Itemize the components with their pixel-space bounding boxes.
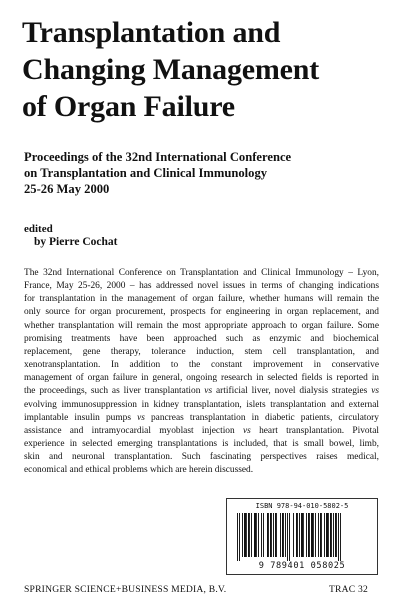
abstract-line: the proceedings, such as liver transplantation vs artificial liver, novel dialysis strategies vs: [24, 386, 379, 397]
barcode-bar: [270, 513, 272, 557]
book-subtitle-line: on Transplantation and Clinical Immunology: [24, 166, 268, 180]
barcode-bar: [239, 513, 240, 561]
barcode-bar: [330, 513, 332, 557]
abstract-line: promising treatments have been approached such as enzymic and biochemical: [24, 333, 379, 344]
barcode-bar: [335, 513, 337, 557]
barcode-bar: [287, 513, 288, 561]
barcode-bar: [315, 513, 316, 557]
barcode-bar: [306, 513, 307, 557]
abstract-line: skin and neuronal transplantation. Such fascinating perspectives raises medical,: [24, 452, 379, 463]
barcode-bar: [301, 513, 304, 557]
barcode-bar: [258, 513, 259, 557]
abstract-text: [24, 267, 379, 478]
abstract-line: The 32nd International Conference on Transplantation and Clinical Immunology – Lyon,: [24, 268, 379, 278]
barcode-bar: [333, 513, 334, 557]
barcode-digits: 9 789401 058025: [258, 561, 346, 571]
abstract-line: for transplantation in the management of organ failure, whether humans will remain the: [24, 294, 379, 305]
book-subtitle: [24, 149, 384, 197]
barcode-bar: [299, 513, 300, 557]
barcode-bar: [318, 513, 319, 557]
barcode-bar: [261, 513, 262, 557]
edited-label: edited: [24, 223, 53, 235]
abstract-line: experience in selected emerging transplantations is included, that is small bowel, limb,: [24, 439, 379, 450]
barcode-bar: [267, 513, 269, 557]
book-title-line: of Organ Failure: [22, 90, 235, 123]
barcode-bar: [326, 513, 329, 557]
editor-name: by Pierre Cochat: [34, 236, 118, 248]
barcode-bar: [275, 513, 277, 557]
barcode-bar: [340, 513, 341, 561]
isbn-label: ISBN 978-94-010-5802-5: [255, 502, 349, 510]
barcode-bar: [324, 513, 325, 557]
book-subtitle-line: 25-26 May 2000: [24, 182, 110, 196]
barcode-bar: [273, 513, 274, 557]
abstract-line: xenotransplantation. In addition to the constant improvement in conservative: [24, 360, 379, 371]
barcode-bar: [293, 513, 294, 557]
barcode-bar: [285, 513, 286, 557]
publisher-name: SPRINGER SCIENCE+BUSINESS MEDIA, B.V.: [24, 584, 227, 595]
barcode-bar: [320, 513, 322, 557]
abstract-line: whether transplantation will remain the most appropriate approach to organ failure. Some: [24, 320, 379, 331]
series-code: TRAC 32: [329, 584, 368, 595]
abstract-line: management of organ failure in general, ongoing research in selected fields is reported in: [24, 373, 379, 384]
isbn-barcode: [226, 498, 378, 575]
abstract-line: evolving immunosuppression in kidney transplantation, islets transplantation and external: [24, 399, 379, 410]
barcode-bar: [242, 513, 243, 557]
barcode-bar: [263, 513, 264, 557]
book-title: [22, 14, 382, 125]
abstract-line: implantable insulin pumps vs pancreas transplantation in diabetic patients, circulatory: [24, 412, 379, 423]
barcode-bar: [282, 513, 284, 557]
barcode-bar: [280, 513, 281, 557]
barcode-bar: [254, 513, 257, 557]
barcode-bar: [244, 513, 247, 557]
barcode-icon: [235, 513, 369, 561]
abstract-line: assistance and intramyocardial myoblast injection vs heart transplantation. Pivotal: [24, 425, 379, 436]
barcode-bar: [251, 513, 252, 557]
barcode-bar: [311, 513, 314, 557]
barcode-bar: [289, 513, 290, 561]
abstract-line: economical and ethical problems which are herein discussed.: [24, 465, 254, 476]
barcode-bar: [338, 513, 339, 561]
barcode-bar: [308, 513, 310, 557]
abstract-line: France, May 25-26, 2000 – has addressed novel issues in terms of changing indications: [24, 281, 379, 292]
book-title-line: Changing Management: [22, 53, 320, 86]
barcode-bar: [296, 513, 298, 557]
book-subtitle-line: Proceedings of the 32nd International Conference: [24, 150, 292, 164]
abstract-line: only source for organ procurement, prospects for engineering in organ replacement, and: [24, 307, 379, 318]
abstract-line: replacement, gene therapy, tolerance induction, stem cell transplantation, and: [24, 346, 379, 357]
barcode-bar: [248, 513, 250, 557]
barcode-bar: [237, 513, 238, 561]
book-title-line: Transplantation and: [22, 16, 281, 49]
